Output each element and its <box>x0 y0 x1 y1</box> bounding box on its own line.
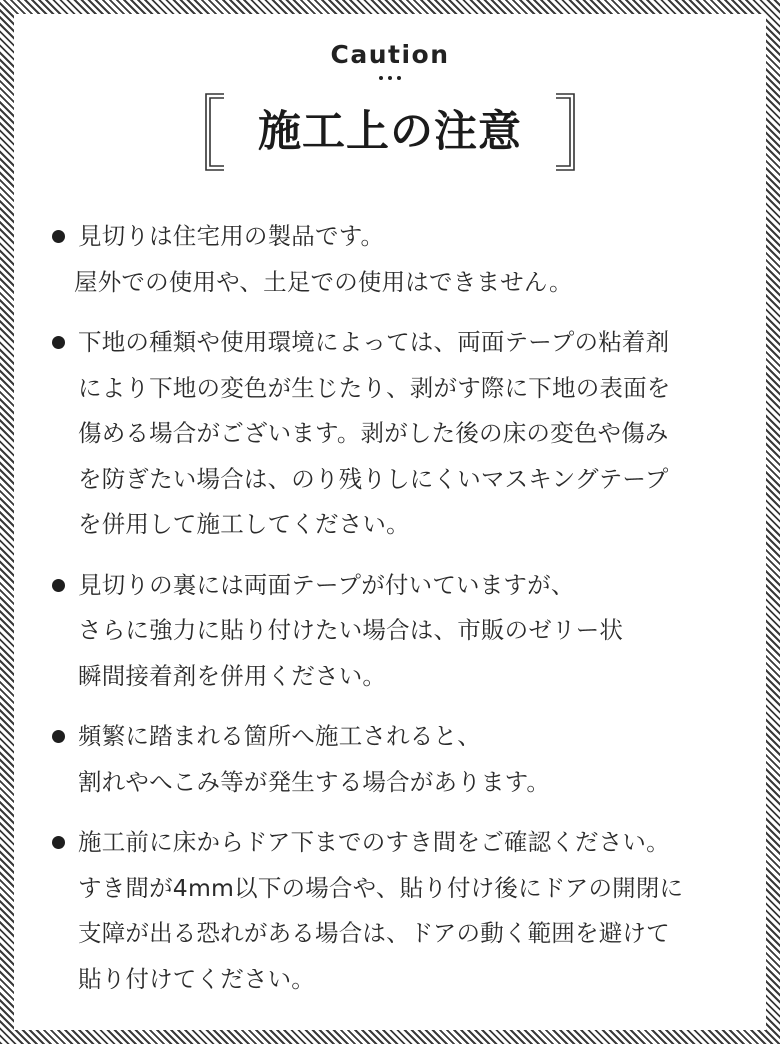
divider-dot <box>397 76 401 80</box>
title-block <box>204 92 576 172</box>
caution-line: 下地の種類や使用環境によっては、両面テープの粘着剤 <box>78 328 670 356</box>
divider-dot <box>379 76 383 80</box>
caution-line: 傷める場合がございます。剥がした後の床の変色や傷み <box>78 419 669 447</box>
caution-item <box>52 563 752 700</box>
caution-line: 割れやへこみ等が発生する場合があります。 <box>78 767 551 796</box>
caution-line: さらに強力に貼り付けたい場合は、市販のゼリー状 <box>78 616 624 644</box>
left-bracket-icon <box>204 92 226 172</box>
caution-item <box>52 320 752 548</box>
bullet-icon <box>52 336 65 349</box>
caution-panel <box>14 14 766 1030</box>
caution-line: 施工前に床からドア下までのすき間をご確認ください。 <box>78 828 670 856</box>
ellipsis-divider <box>14 76 766 82</box>
divider-dot <box>388 76 392 80</box>
caution-item <box>52 714 752 805</box>
caution-line: を併用して施工してください。 <box>78 510 410 538</box>
caution-item <box>52 214 752 305</box>
caution-list <box>52 214 752 1017</box>
right-bracket-icon <box>554 92 576 172</box>
caution-line: を防ぎたい場合は、のり残りしにくいマスキングテープ <box>78 464 669 493</box>
caution-line: により下地の変色が生じたり、剥がす際に下地の表面を <box>78 373 671 402</box>
caution-line: 屋外での使用や、土足での使用はできません。 <box>74 267 573 296</box>
caution-line: 見切りは住宅用の製品です。 <box>78 222 385 250</box>
caution-line: 見切りの裏には両面テープが付いていますが、 <box>78 570 575 599</box>
bullet-icon <box>52 836 65 849</box>
caution-line: 頻繁に踏まれる箇所へ施工されると、 <box>78 722 481 750</box>
bullet-icon <box>52 230 65 243</box>
caution-line: 貼り付けてください。 <box>78 964 315 993</box>
caution-line: 瞬間接着剤を併用ください。 <box>78 661 387 690</box>
caution-line: 支障が出る恐れがある場合は、ドアの動く範囲を避けて <box>78 919 670 947</box>
bullet-icon <box>52 730 65 743</box>
caution-item <box>52 820 752 1002</box>
caution-eyebrow: Caution <box>330 40 450 69</box>
page-title: 施工上の注意 <box>258 107 522 157</box>
bullet-icon <box>52 579 65 592</box>
caution-line: すき間が4mm以下の場合や、貼り付け後にドアの開閉に <box>78 873 684 902</box>
